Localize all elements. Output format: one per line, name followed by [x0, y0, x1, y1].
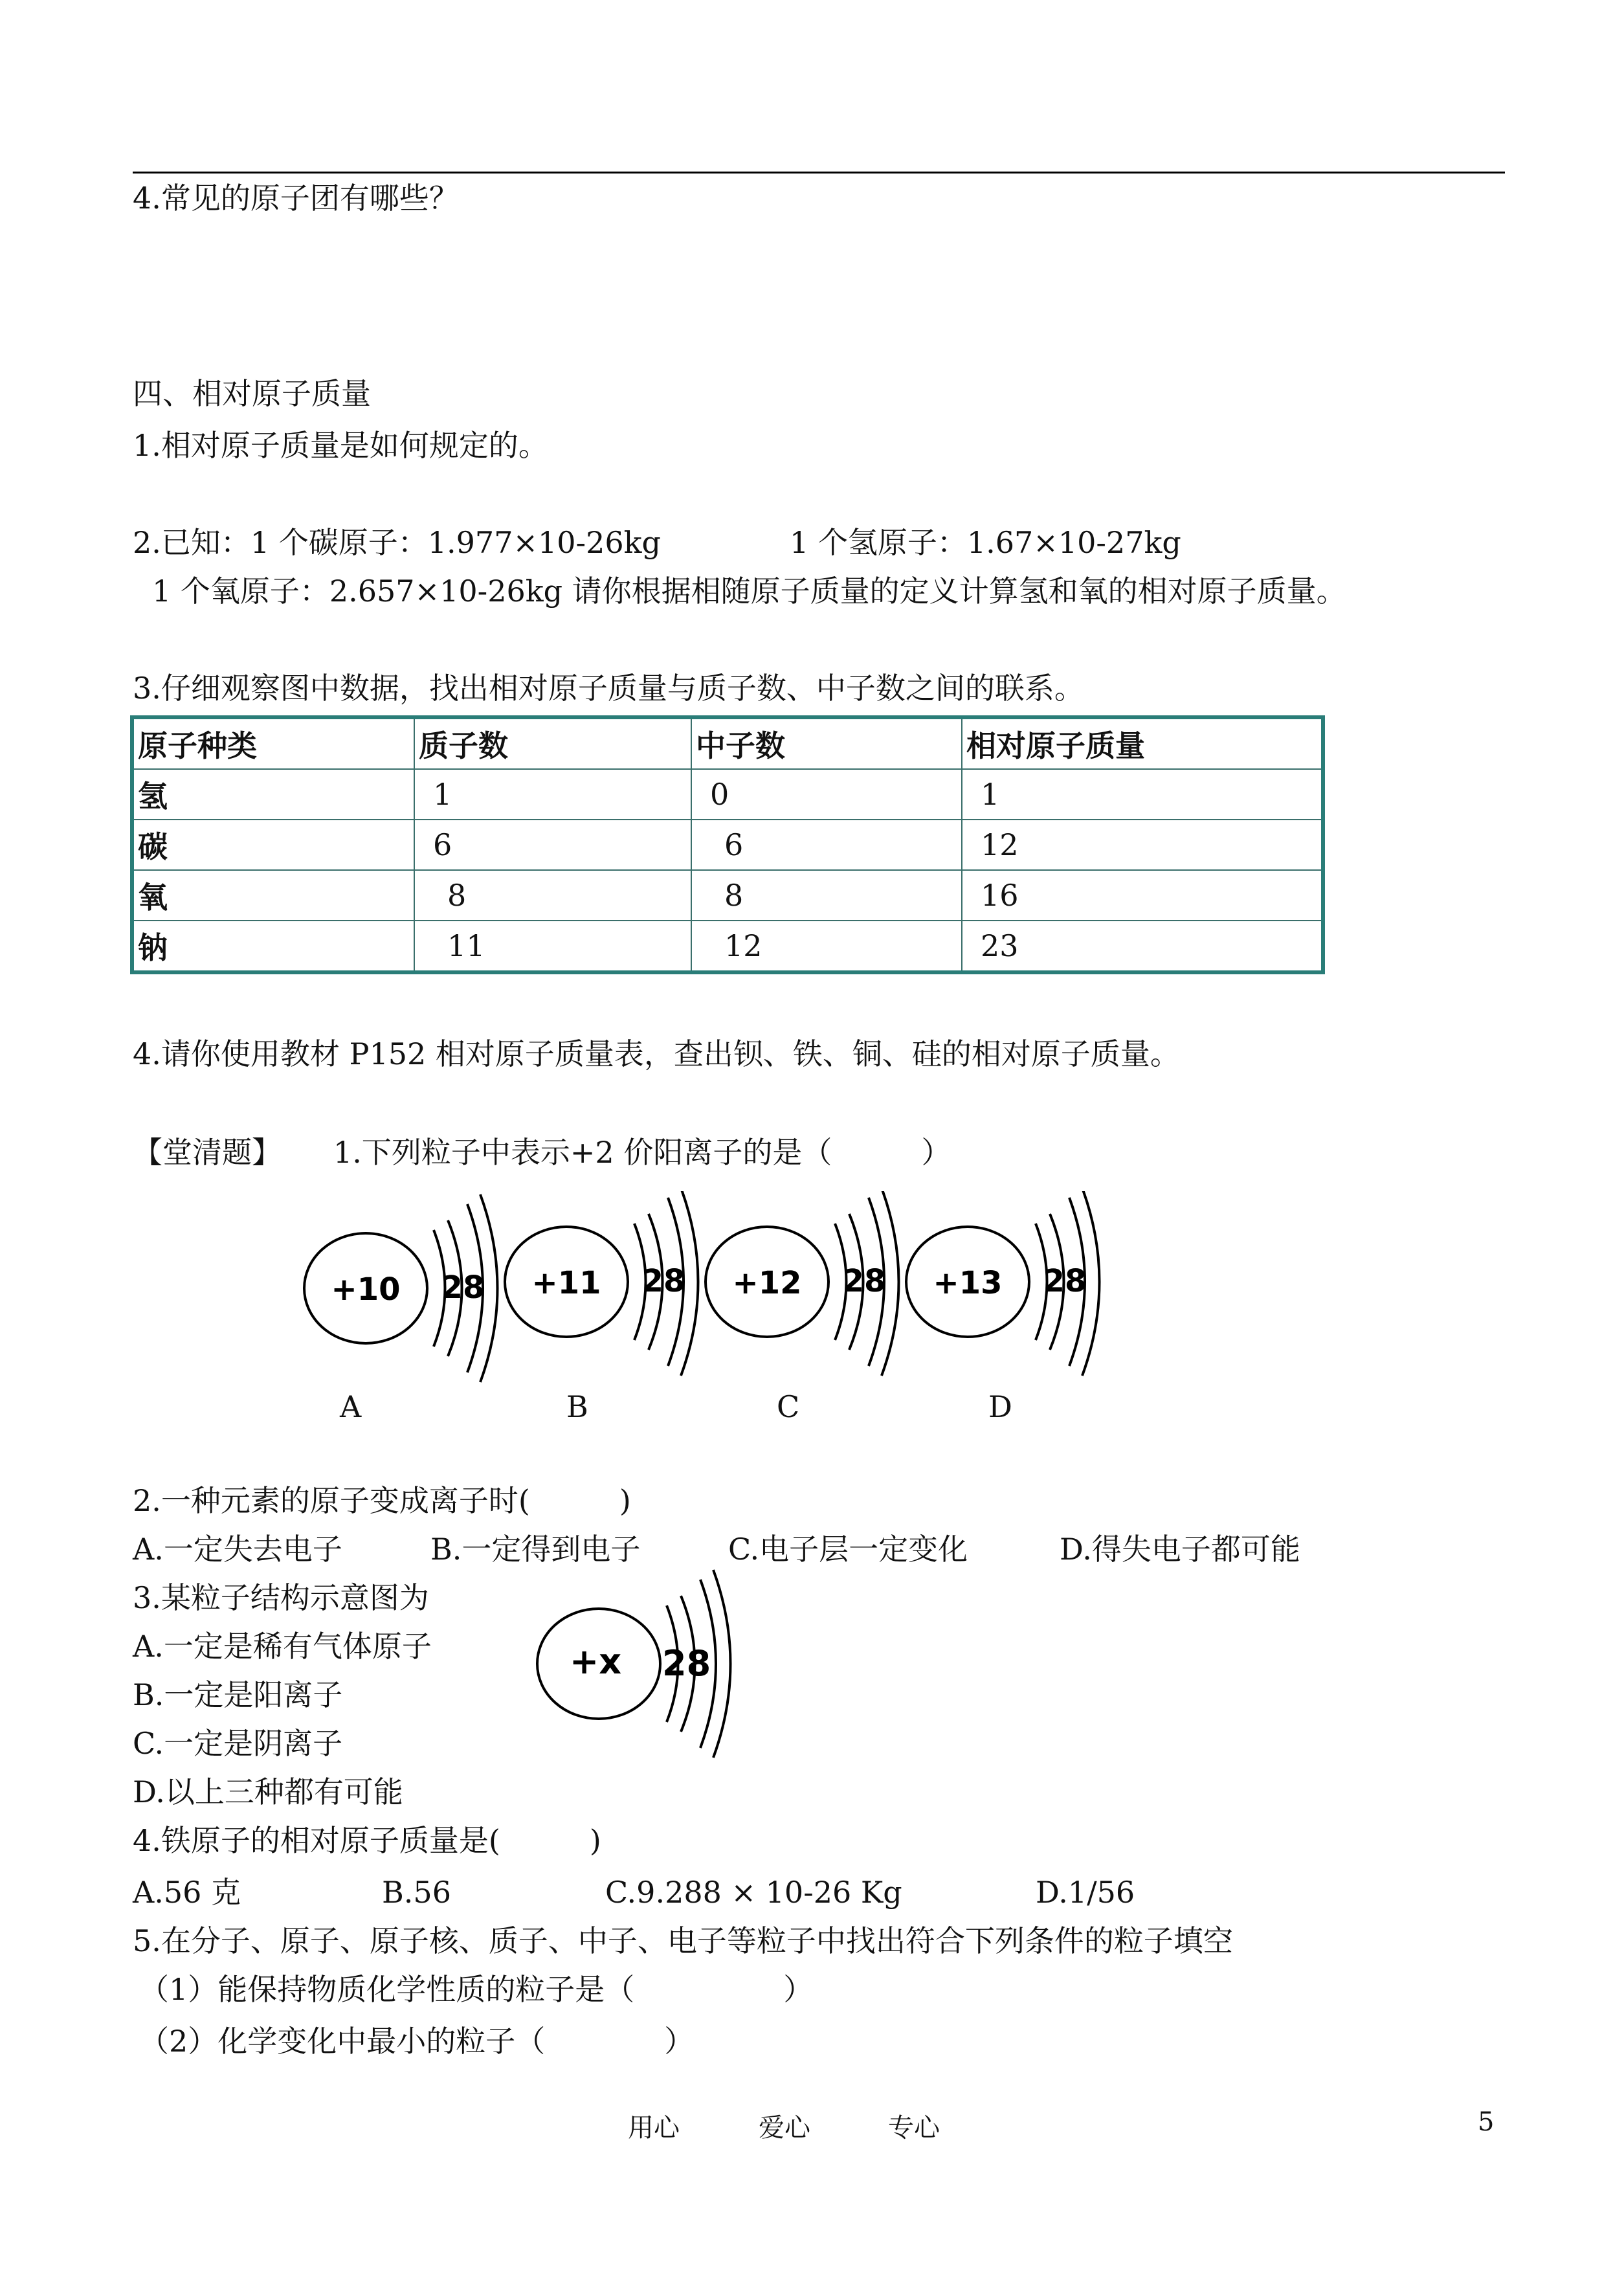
- table-header-cell: 相对原子质量: [962, 717, 1323, 769]
- nucleus-charge: +11: [531, 1265, 601, 1301]
- table-row: [132, 820, 1323, 870]
- option-letter: C: [777, 1389, 800, 1424]
- atom-data-table: [130, 715, 1325, 974]
- table-cell: 16: [962, 870, 1323, 921]
- table-cell: 氢: [132, 769, 414, 820]
- s4-question-2-a: 2.已知：1 个碳原子：1.977×10-26kg: [133, 525, 661, 560]
- header-rule: [133, 172, 1505, 173]
- quiz-question-2: 2.一种元素的原子变成离子时( ): [133, 1483, 631, 1518]
- shell-electrons: 28: [1043, 1263, 1087, 1299]
- q4-option-a: A.56 克: [133, 1875, 241, 1910]
- q3-option-c: C.一定是阴离子: [133, 1726, 343, 1761]
- s4-question-2-line2: 1 个氧原子：2.657×10-26kg 请你根据相随原子质量的定义计算氢和氧的相对原子质量。: [152, 574, 1346, 609]
- nucleus-charge: +10: [331, 1271, 401, 1308]
- table-cell: 氧: [132, 870, 414, 921]
- atom-a: [304, 1194, 498, 1382]
- page-number: 5: [1478, 2107, 1495, 2137]
- table-cell: 钠: [132, 921, 414, 972]
- footer-text-b: 爱心: [759, 2113, 810, 2143]
- table-cell: 1: [962, 769, 1323, 820]
- question-4-prev: 4.常见的原子团有哪些？: [133, 181, 459, 216]
- quiz-question-4: 4.铁原子的相对原子质量是( ): [133, 1823, 601, 1858]
- q4-option-b: B.56: [382, 1875, 451, 1910]
- quiz-question-1: 1.下列粒子中表示+2 价阳离子的是（ ）: [333, 1135, 951, 1170]
- s4-question-4: 4.请你使用教材 P152 相对原子质量表，查出钡、铁、铜、硅的相对原子质量。: [133, 1036, 1180, 1071]
- shell-electrons: 28: [662, 1643, 711, 1684]
- footer-text-a: 用心: [628, 2113, 680, 2143]
- s4-question-2-b: 1 个氢原子：1.67×10-27kg: [790, 525, 1181, 560]
- table-cell: 8: [414, 870, 691, 921]
- table-cell: 11: [414, 921, 691, 972]
- s4-question-1: 1.相对原子质量是如何规定的。: [133, 428, 548, 463]
- q5-blank-1: （1）能保持物质化学性质的粒子是（ ）: [139, 1972, 814, 2007]
- q2-option-d: D.得失电子都可能: [1060, 1532, 1300, 1567]
- table-cell: 12: [691, 921, 962, 972]
- table-cell: 12: [962, 820, 1323, 870]
- table-row: [132, 870, 1323, 921]
- q4-option-c: C.9.288 × 10-26 Kg: [605, 1875, 902, 1910]
- table-cell: 8: [691, 870, 962, 921]
- q3-option-d: D.以上三种都有可能: [133, 1774, 403, 1809]
- option-letter: D: [988, 1389, 1012, 1424]
- quiz-title: 【堂清题】: [133, 1135, 282, 1170]
- q4-option-d: D.1/56: [1036, 1875, 1135, 1910]
- table-cell: 6: [691, 820, 962, 870]
- option-letter: A: [340, 1389, 362, 1424]
- table-header-cell: 原子种类: [132, 717, 414, 769]
- table-header-row: [132, 717, 1323, 769]
- q3-option-b: B.一定是阳离子: [133, 1677, 343, 1712]
- nucleus-charge: +x: [569, 1641, 622, 1682]
- q3-option-a: A.一定是稀有气体原子: [133, 1629, 432, 1664]
- q3-atom-diagram: [528, 1567, 761, 1761]
- table-row: [132, 921, 1323, 972]
- shell-electrons: 28: [441, 1270, 485, 1306]
- table-header-cell: 中子数: [691, 717, 962, 769]
- table-row: [132, 769, 1323, 820]
- table-cell: 23: [962, 921, 1323, 972]
- table-header-cell: 质子数: [414, 717, 691, 769]
- atom-d: [906, 1191, 1100, 1376]
- table-cell: 6: [414, 820, 691, 870]
- shell-electrons: 28: [842, 1263, 886, 1299]
- q2-option-c: C.电子层一定变化: [728, 1532, 968, 1567]
- table-cell: 0: [691, 769, 962, 820]
- quiz-question-5: 5.在分子、原子、原子核、质子、中子、电子等粒子中找出符合下列条件的粒子填空: [133, 1923, 1233, 1958]
- table-cell: 1: [414, 769, 691, 820]
- shell-electrons: 28: [641, 1263, 685, 1299]
- q5-blank-2: （2）化学变化中最小的粒子（ ）: [139, 2024, 695, 2059]
- section-title: 四、相对原子质量: [133, 376, 371, 411]
- footer-text-c: 专心: [888, 2113, 940, 2143]
- atom-diagrams: [298, 1191, 1113, 1385]
- atom-c: [706, 1191, 899, 1376]
- nucleus-charge: +12: [732, 1265, 802, 1301]
- atom-b: [505, 1191, 698, 1376]
- nucleus-charge: +13: [933, 1265, 1003, 1301]
- s4-question-3: 3.仔细观察图中数据，找出相对原子质量与质子数、中子数之间的联系。: [133, 671, 1084, 706]
- q2-option-a: A.一定失去电子: [133, 1532, 342, 1567]
- q2-option-b: B.一定得到电子: [430, 1532, 641, 1567]
- quiz-question-3: 3.某粒子结构示意图为: [133, 1580, 429, 1615]
- option-letter: B: [566, 1389, 588, 1424]
- table-cell: 碳: [132, 820, 414, 870]
